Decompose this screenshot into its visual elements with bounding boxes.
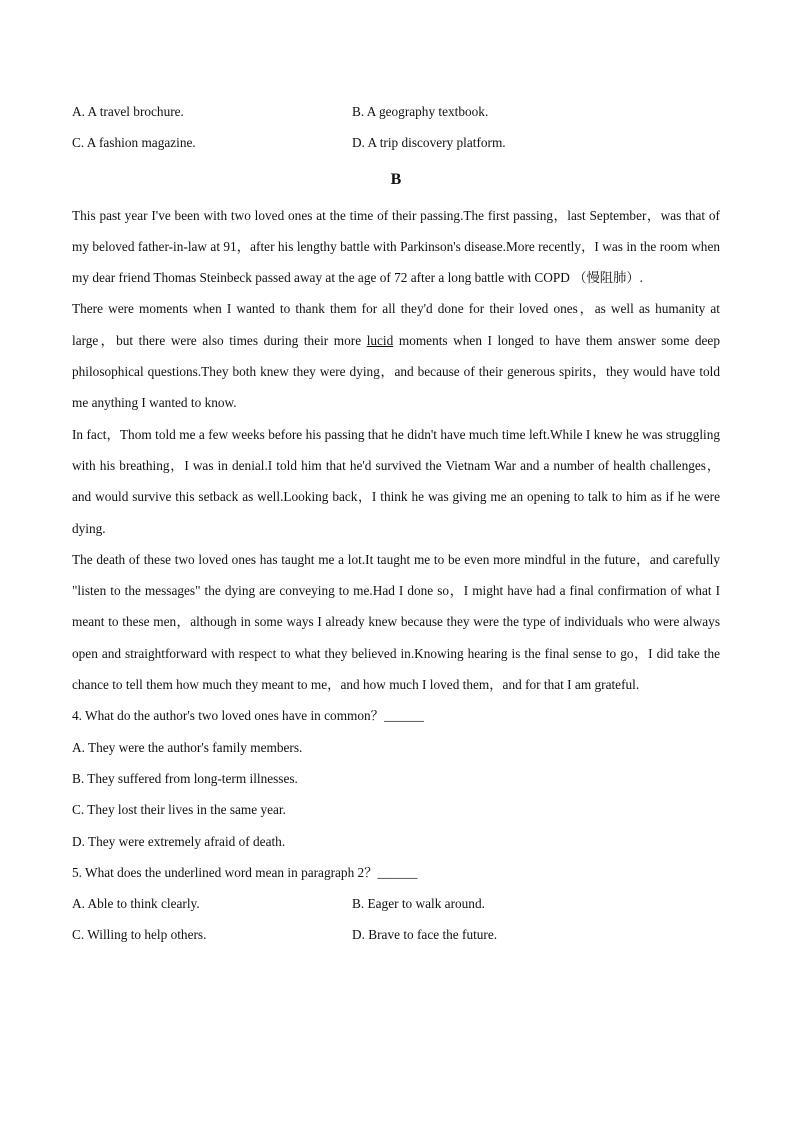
question-5-stem: 5. What does the underlined word mean in paragraph 2？______ (72, 864, 418, 880)
question-4-stem: 4. What do the author's two loved ones have in common？______ (72, 708, 424, 724)
section-title: B (390, 170, 402, 188)
passage-paragraph-4: The death of these two loved ones has taught me a lot.It taught me to be even more mindful in the future，and carefully "listen to the messages" the dying are conveying to me.Had I done so，I might have had a final confirmation of what I meant to these men，although in some ways I already knew because they were the type of individuals who were always open and straightforward with respect to what they believed in.Knowing hearing is the final sense to go，I did take the chance to tell them how much they meant to me，and how much I loved them，and for that I am grateful. (72, 551, 720, 693)
question-4-option-d: D. They were extremely afraid of death. (72, 833, 286, 849)
underlined-word: lucid (366, 332, 394, 348)
prev-options-row-2 (72, 127, 720, 158)
question-5-options-row-2 (72, 919, 720, 950)
question-4-option-b: B. They suffered from long-term illnesses. (72, 770, 298, 786)
paragraph-2-text-before: There were moments when I wanted to thank them for all they'd done for their loved ones，as well as humanity at large，but there were also times during their more (72, 301, 720, 348)
question-5-option-b: B. Eager to walk around. (352, 896, 485, 912)
question-5-options-row-1 (72, 888, 720, 919)
question-4-option-c: C. They lost their lives in the same year. (72, 802, 286, 818)
passage-paragraph-2 (72, 293, 720, 418)
prev-options-row-1 (72, 96, 720, 127)
paragraph-2-text-after: moments when I longed to have them answer some deep philosophical questions.They both knew they were dying，and because of their generous spirits，they would have told me anything I wanted to know. (72, 332, 720, 411)
question-5-option-a: A. Able to think clearly. (72, 896, 200, 912)
question-4-option-a: A. They were the author's family members. (72, 739, 303, 755)
passage-paragraph-1: This past year I've been with two loved ones at the time of their passing.The first passing，last September，was that of my beloved father-in-law at 91，after his lengthy battle with Parkinson's disease.More recently，I was in the room when my dear friend Thomas Steinbeck passed away at the age of 72 after a long battle with COPD （慢阻肺）. (72, 207, 720, 286)
prev-option-c: C. A fashion magazine. (72, 135, 196, 151)
question-5-option-d: D. Brave to face the future. (352, 927, 498, 943)
document-page (72, 96, 720, 951)
prev-option-b: B. A geography textbook. (352, 104, 489, 119)
passage-paragraph-3: In fact，Thom told me a few weeks before his passing that he didn't have much time left.While I knew he was struggling with his breathing，I was in denial.I told him that he'd survived the Vietnam War and a number of health challenges，and would survive this setback as well.Looking back，I think he was giving me an opening to talk to him as if he were dying. (72, 426, 720, 536)
prev-option-a: A. A travel brochure. (72, 104, 184, 119)
question-5-option-c: C. Willing to help others. (72, 927, 207, 943)
prev-option-d: D. A trip discovery platform. (352, 135, 506, 151)
